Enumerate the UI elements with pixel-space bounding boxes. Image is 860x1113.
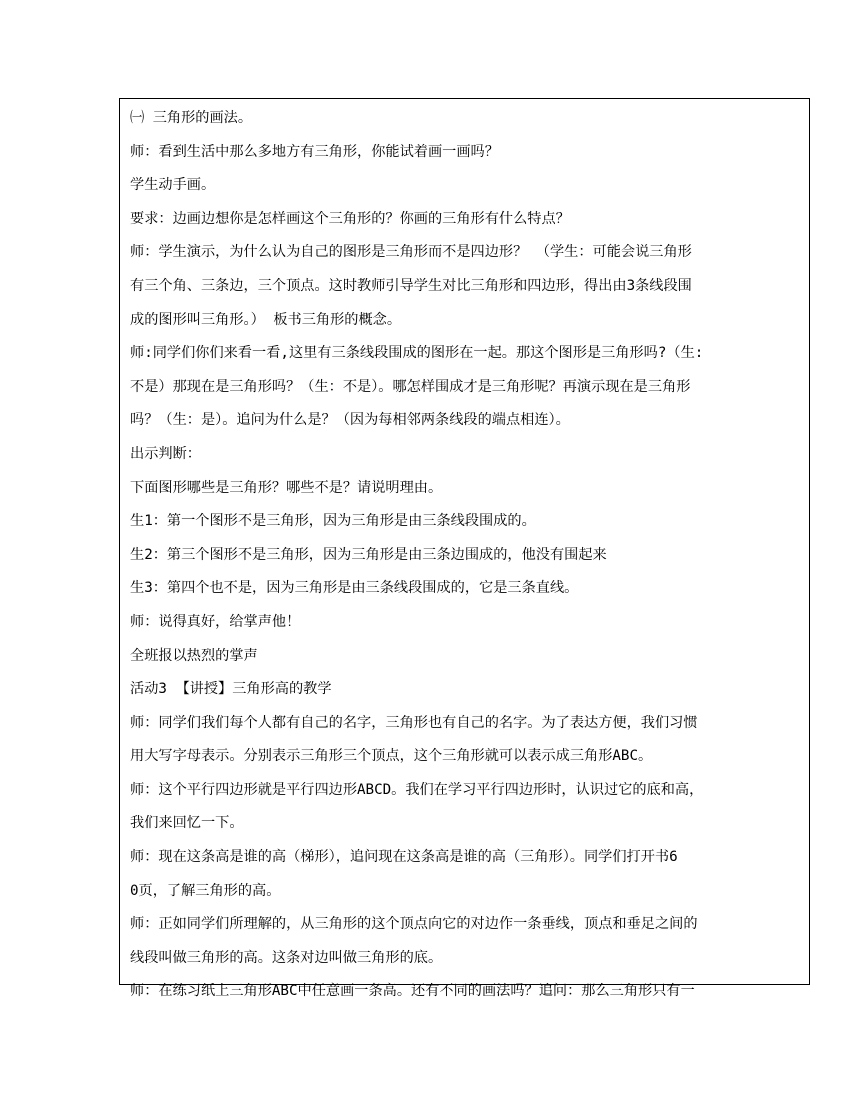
lesson-text: [130, 102, 802, 1009]
text-line: 出示判断：: [130, 445, 201, 462]
text-line: 师:同学们你们来看一看,这里有三条线段围成的图形在一起。那这个图形是三角形吗?（生:: [130, 345, 704, 362]
text-line: 下面图形哪些是三角形？哪些不是？请说明理由。: [130, 479, 443, 496]
text-line: 师：说得真好，给掌声他！: [130, 613, 301, 630]
text-line: 学生动手画。: [130, 177, 216, 194]
text-line: 生1：第一个图形不是三角形，因为三角形是由三条线段围成的。: [130, 513, 536, 530]
text-line: 成的图形叫三角形。） 板书三角形的概念。: [130, 311, 402, 328]
text-line: 师：看到生活中那么多地方有三角形，你能试着画一画吗？: [130, 143, 499, 160]
text-line: ㈠ 三角形的画法。: [130, 110, 253, 126]
text-line: 吗？（生：是）。追问为什么是？（因为每相邻两条线段的端点相连）。: [130, 412, 570, 429]
activity-heading: 活动3 【讲授】三角形高的教学: [130, 681, 332, 698]
text-line: 师：同学们我们每个人都有自己的名字，三角形也有自己的名字。为了表达方便，我们习惯: [130, 714, 698, 731]
text-line: 有三个角、三条边，三个顶点。这时教师引导学生对比三角形和四边形，得出由3条线段围: [130, 277, 692, 294]
text-line: 用大写字母表示。分别表示三角形三个顶点，这个三角形就可以表示成三角形ABC。: [130, 748, 653, 765]
lesson-plan-table-cell: [119, 98, 810, 1000]
text-line: 生3：第四个也不是，因为三角形是由三条线段围成的，它是三条直线。: [130, 580, 579, 597]
text-line: 师：正如同学们所理解的，从三角形的这个顶点向它的对边作一条垂线，顶点和垂足之间的: [130, 916, 698, 933]
text-line: 师：在练习纸上三角形ABC中任意画一条高。还有不同的画法吗？追问：那么三角形只有一: [130, 983, 695, 1000]
text-line: 全班报以热烈的掌声: [130, 647, 258, 664]
text-line: 师：现在这条高是谁的高（梯形），追问现在这条高是谁的高（三角形）。同学们打开书6: [130, 849, 678, 866]
text-line: 线段叫做三角形的高。这条对边叫做三角形的底。: [130, 949, 443, 966]
text-line: 我们来回忆一下。: [130, 815, 244, 832]
text-line: 师：学生演示，为什么认为自己的图形是三角形而不是四边形？ （学生：可能会说三角形: [130, 244, 692, 261]
text-line: 0页，了解三角形的高。: [130, 882, 281, 899]
text-line: 要求：边画边想你是怎样画这个三角形的？你画的三角形有什么特点？: [130, 210, 570, 227]
text-line: 师：这个平行四边形就是平行四边形ABCD。我们在学习平行四边形时，认识过它的底和高，: [130, 781, 704, 798]
text-line: 生2：第三个图形不是三角形，因为三角形是由三条边围成的，他没有围起来: [130, 546, 607, 563]
text-line: 不是）那现在是三角形吗？（生：不是）。哪怎样围成才是三角形呢？再演示现在是三角形: [130, 378, 691, 395]
